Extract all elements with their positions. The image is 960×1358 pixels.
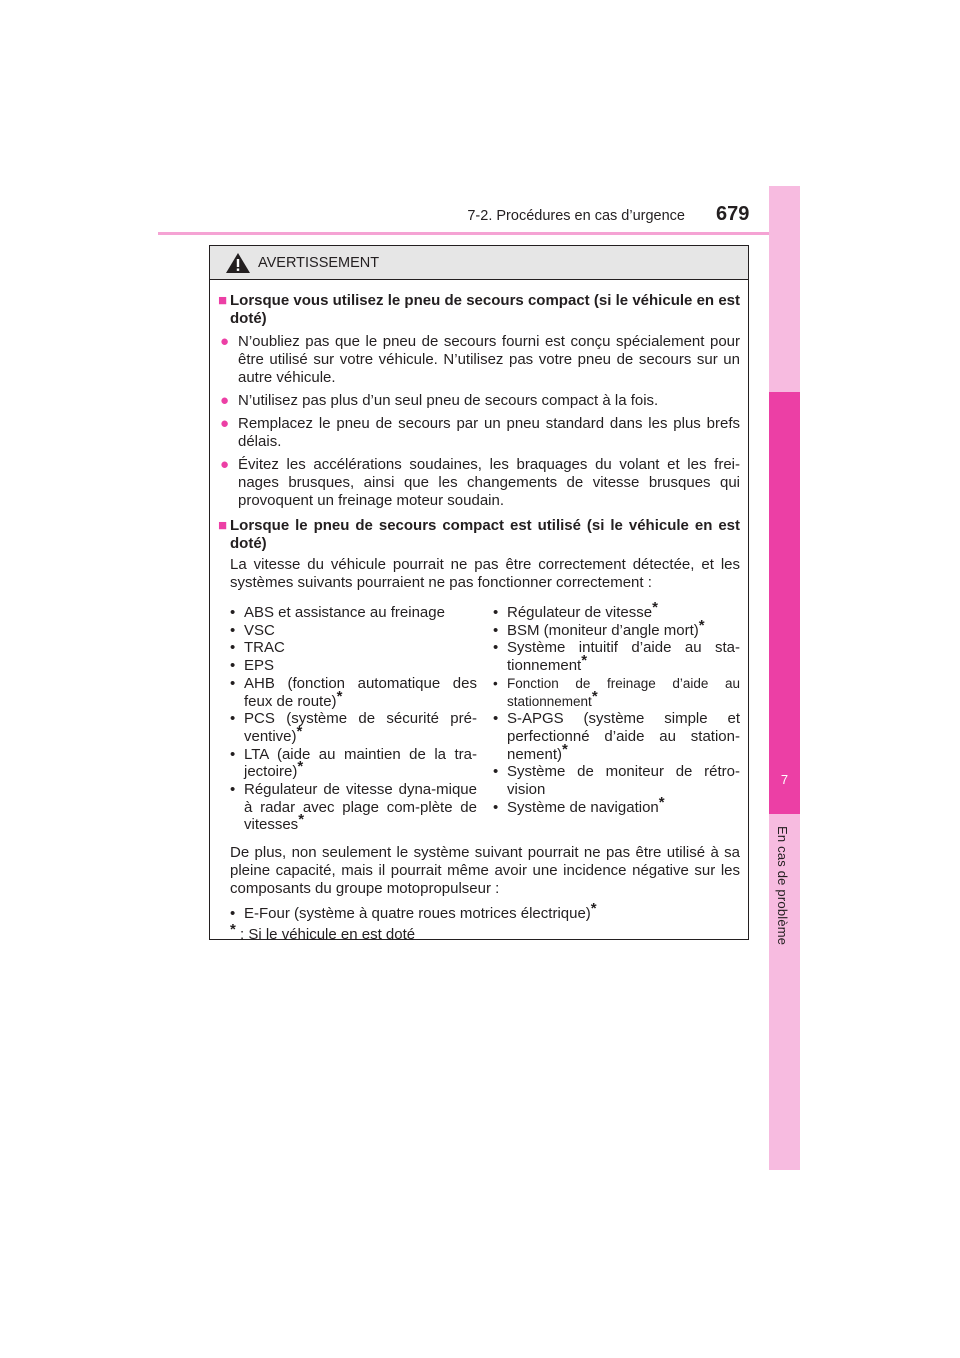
list-item [493,763,740,798]
list-bullet: • [230,905,236,923]
footnote-star: * [591,687,598,705]
footnote-star: * [652,599,658,616]
footnote-star: * [296,722,303,740]
list-bullet: • [230,710,236,728]
list-item-text: Système de navigation [507,798,659,816]
list-item [230,746,477,781]
bullet-text: Évitez les accélérations soudaines, les braquages du volant et les frei-nages brusques, ainsi que les changements de vitesse brusques qui provoquent un freinage moteur soudain. [238,456,740,509]
affected-systems-list [218,599,740,834]
footnote [218,921,740,944]
list-item [230,622,477,640]
list-bullet: • [230,781,236,799]
list-bullet: • [493,675,498,691]
section-intro: La vitesse du véhicule pourrait ne pas être correctement détectée, et les systèmes suivants pourraient ne pas fonctionner correctement : [230,556,740,591]
list-bullet: • [493,639,499,657]
footnote-star: * [581,652,588,670]
list-item-text: VSC [244,621,275,639]
bullet-circle-icon: ● [220,415,230,432]
list-item-text: Système de moniteur de rétro-vision [507,763,740,799]
list-item [230,604,477,622]
list-item-text: EPS [244,657,275,675]
list-bullet: • [230,639,236,657]
section-title: Lorsque le pneu de secours compact est utilisé (si le véhicule en est doté) [230,517,740,552]
list-bullet: • [493,621,499,639]
list-item [493,710,740,763]
side-tab-upper [769,186,800,392]
footnote-star: * [230,921,236,939]
bullet-item [218,392,740,410]
list-item-text: TRAC [244,639,285,657]
systems-column-right [493,599,740,834]
footnote-star: * [658,793,665,811]
list-item-text: Système intuitif d’aide au sta-tionnement [507,639,740,675]
footnote-star: * [698,616,705,634]
list-bullet: • [493,710,499,728]
list-item-text: LTA (aide au maintien de la tra-jectoire) [244,745,477,781]
bullet-text: N’oubliez pas que le pneu de secours fourni est conçu spécialement pour être utilisé sur votre véhicule. N’utilisez pas votre pneu de secours sur un autre véhicule. [238,333,740,386]
chapter-number: 7 [780,772,789,787]
warning-label: AVERTISSEMENT [258,254,380,271]
list-item [493,616,740,640]
list-item [493,639,740,674]
footnote-star: * [297,758,304,776]
list-item [493,793,740,817]
section-square-icon: ■ [218,292,228,309]
footnote-star: * [590,900,597,918]
list-item-text: AHB (fonction automatique des feux de route) [244,674,477,710]
footnote-star: * [562,740,568,758]
bullet-item [218,333,740,387]
bullet-circle-icon: ● [220,333,230,350]
warning-header [210,246,748,280]
page-number: 679 [716,203,750,225]
list-item-text: ABS et assistance au freinage [244,604,445,621]
list-item [230,657,477,675]
footnote-star: * [336,687,343,705]
list-bullet: • [230,674,236,692]
section-outro: De plus, non seulement le système suivant pourrait ne pas être utilisé à sa pleine capacité, mais il pourrait même avoir une incidence négative sur les composants du groupe motopropulseur : [230,844,740,898]
list-bullet: • [230,745,236,763]
list-bullet: • [493,798,499,816]
footnote-text: : Si le véhicule en est doté [235,926,416,944]
warning-body [210,280,748,944]
list-bullet: • [230,621,236,639]
list-item-efour [218,900,740,923]
list-item-text: BSM (moniteur d’angle mort) [507,621,699,639]
list-item [230,675,477,710]
header-rule [158,232,800,235]
side-tab-chapter-marker [769,392,800,814]
section-heading-spare-in-use [218,517,740,553]
running-header: 7-2. Procédures en cas d’urgence [467,208,685,224]
section-square-icon: ■ [218,517,228,534]
warning-triangle-icon [225,252,251,274]
list-bullet: • [493,763,499,781]
list-item-text: S-APGS (système simple et perfectionné d’aide au station-nement) [507,710,740,763]
bullet-circle-icon: ● [220,392,230,409]
bullet-item [218,415,740,451]
warning-box [209,245,749,944]
list-bullet: • [230,657,236,675]
section-heading-compact-spare [218,292,740,328]
list-bullet: • [493,604,499,621]
systems-column-left [230,604,493,834]
list-item-text: Fonction de freinage d’aide au stationnement [507,675,740,709]
list-item [230,781,477,834]
list-item [230,710,477,745]
bullet-item [218,456,740,510]
list-item-text: Régulateur de vitesse [507,604,653,621]
list-item-text: Régulateur de vitesse dyna-mique à radar avec plage com-plète de vitesses [244,781,477,834]
footnote-star: * [298,811,305,829]
chapter-title: En cas de problème [775,826,790,946]
bullet-text: N’utilisez pas plus d’un seul pneu de secours compact à la fois. [238,392,659,409]
list-item [493,675,740,710]
list-bullet: • [230,604,236,621]
list-item [230,639,477,657]
bullet-circle-icon: ● [220,456,230,473]
list-item-text: E-Four (système à quatre roues motrices électrique) [244,905,591,923]
list-item-text: PCS (système de sécurité pré-ventive) [244,710,477,745]
bullet-text: Remplacez le pneu de secours par un pneu standard dans les plus brefs délais. [238,415,740,450]
section-title: Lorsque vous utilisez le pneu de secours compact (si le véhicule en est doté) [230,292,740,327]
